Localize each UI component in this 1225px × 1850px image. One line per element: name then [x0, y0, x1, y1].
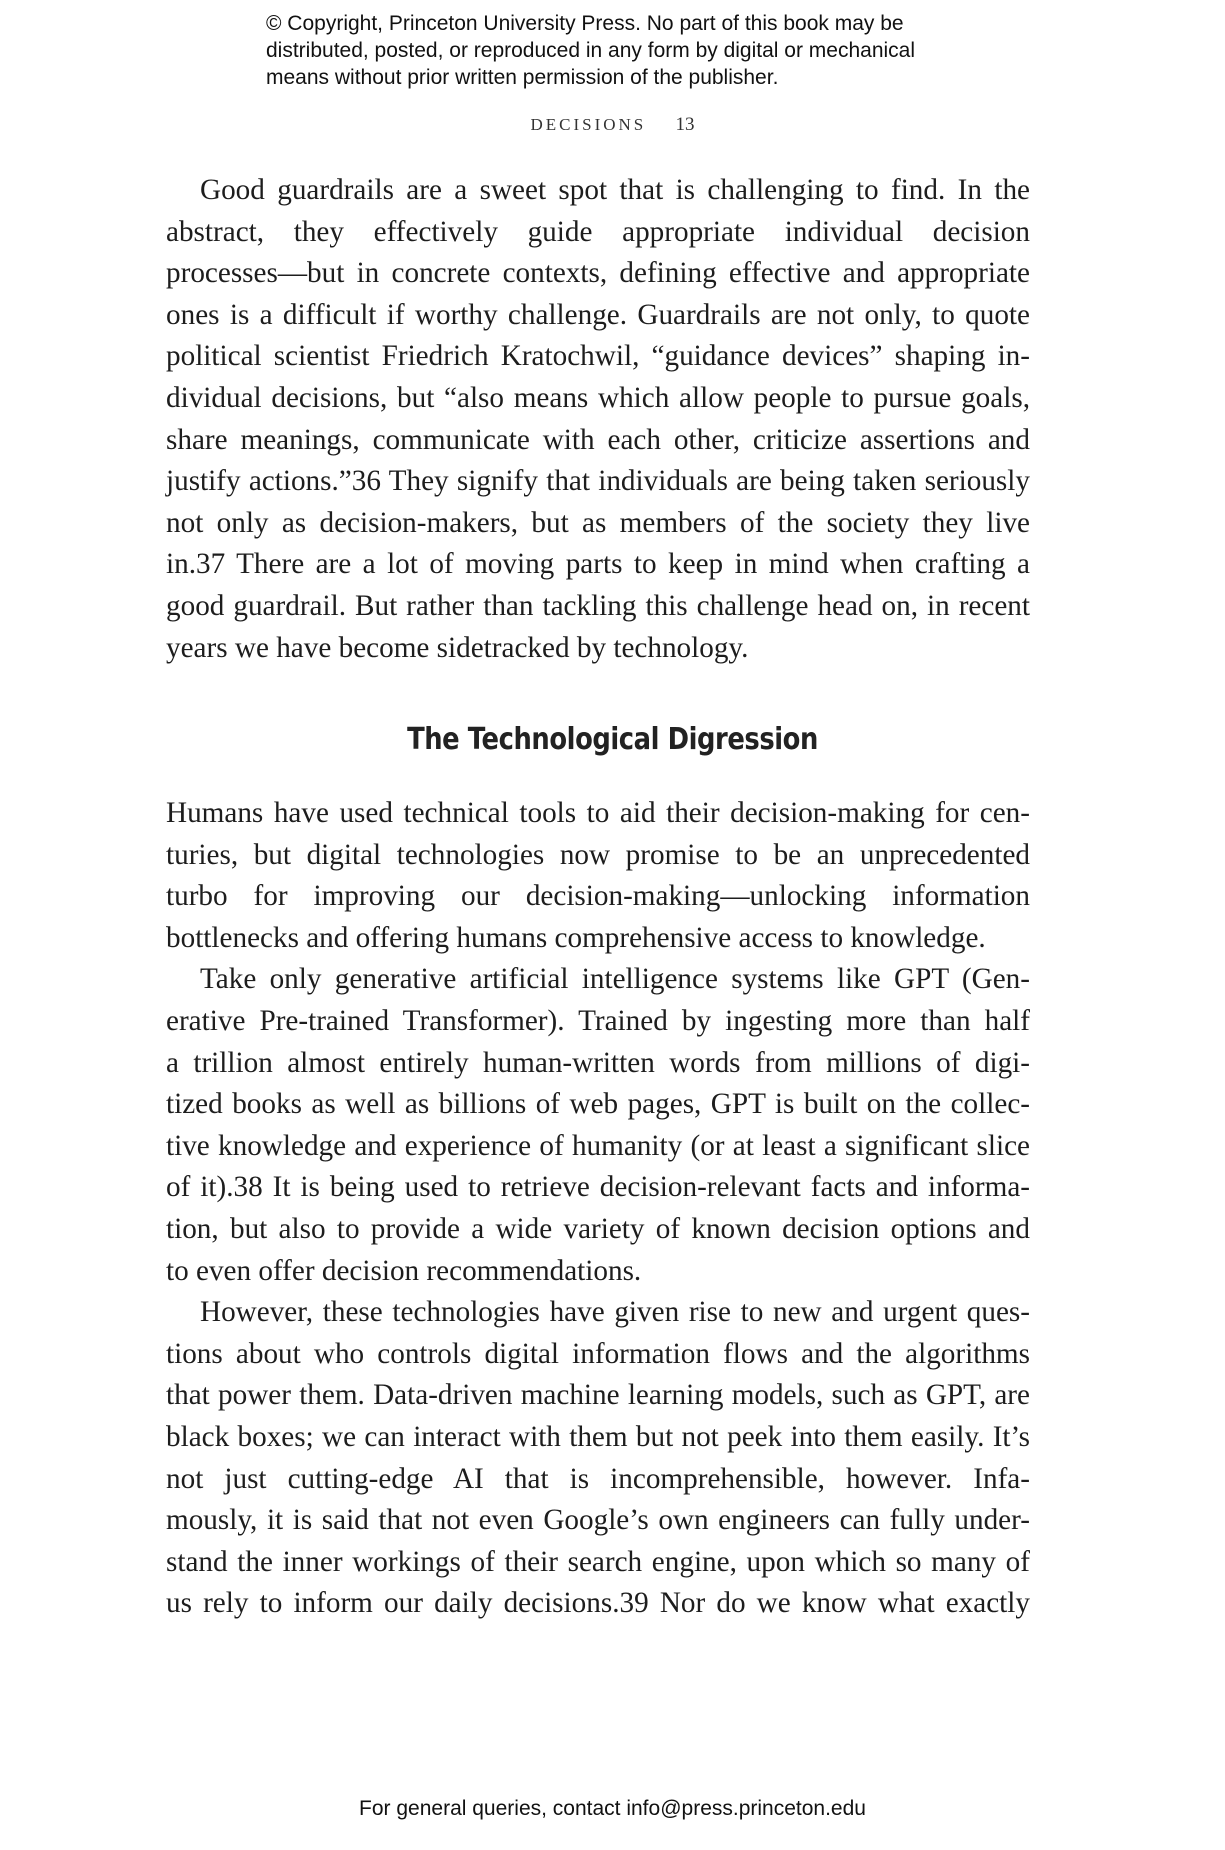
text-line: Good guardrails are a sweet spot that is challenging to find. In the [200, 174, 1030, 206]
section-heading: The Technological Digression [407, 722, 818, 757]
text-line: in.37 There are a lot of moving parts to keep in mind when crafting a [166, 548, 1030, 581]
text-line: justify actions.”36 They signify that individuals are being taken seriously [166, 465, 1030, 498]
text-line: processes—but in concrete contexts, defining effective and appropriate [166, 257, 1030, 290]
copyright-notice [266, 10, 1026, 91]
text-line: mously, it is said that not even Google’s own engineers can fully under- [166, 1504, 1030, 1537]
footer-contact: For general queries, contact info@press.princeton.edu [359, 1797, 866, 1820]
text-line: Take only generative artificial intelligence systems like GPT (Gen- [200, 963, 1030, 996]
copyright-line: means without prior written permission of the publisher. [266, 66, 779, 89]
text-line: good guardrail. But rather than tackling this challenge head on, in recent [166, 589, 1030, 622]
text-line: political scientist Friedrich Kratochwil, “guidance devices” shaping in- [166, 340, 1030, 373]
text-line: turies, but digital technologies now promise to be an unprecedented [166, 838, 1030, 871]
text-line: dividual decisions, but “also means which allow people to pursue goals, [166, 381, 1030, 414]
text-line: Humans have used technical tools to aid their decision-making for cen- [166, 797, 1030, 829]
paragraph [166, 959, 1030, 1292]
text-line: not just cutting-edge AI that is incomprehensible, however. Infa- [166, 1462, 1030, 1495]
page-number: 13 [675, 114, 695, 135]
text-line: to even offer decision recommendations. [166, 1254, 642, 1287]
text-line: abstract, they effectively guide appropriate individual decision [166, 215, 1030, 248]
text-line: share meanings, communicate with each other, criticize assertions and [166, 423, 1030, 456]
text-line: erative Pre-trained Transformer). Trained by ingesting more than half [166, 1004, 1030, 1037]
paragraph [166, 170, 1030, 669]
paragraph [166, 793, 1030, 959]
text-line: a trillion almost entirely human-written words from millions of digi- [166, 1046, 1030, 1079]
text-line: tized books as well as billions of web pages, GPT is built on the collec- [166, 1088, 1030, 1121]
text-line: tion, but also to provide a wide variety of known decision options and [166, 1212, 1030, 1245]
text-line: black boxes; we can interact with them but not peek into them easily. It’s [166, 1420, 1030, 1453]
copyright-line: distributed, posted, or reproduced in any form by digital or mechanical [266, 39, 916, 62]
text-line: that power them. Data-driven machine learning models, such as GPT, are [166, 1379, 1030, 1412]
text-line: However, these technologies have given rise to new and urgent ques- [200, 1296, 1030, 1329]
text-line: bottlenecks and offering humans comprehensive access to knowledge. [166, 921, 986, 954]
running-head [0, 114, 1225, 136]
text-line: not only as decision-makers, but as members of the society they live [166, 506, 1030, 539]
running-head-section: DECISIONS [530, 115, 647, 134]
text-line: ones is a difficult if worthy challenge. Guardrails are not only, to quote [166, 298, 1030, 331]
text-line: turbo for improving our decision-making—unlocking information [166, 880, 1030, 913]
paragraph [166, 1292, 1030, 1625]
text-line: of it).38 It is being used to retrieve decision-relevant facts and informa- [166, 1171, 1030, 1204]
text-line: stand the inner workings of their search engine, upon which so many of [166, 1545, 1030, 1578]
text-line: years we have become sidetracked by technology. [166, 631, 749, 664]
copyright-line: © Copyright, Princeton University Press. No part of this book may be [266, 12, 904, 35]
text-line: tive knowledge and experience of humanity (or at least a significant slice [166, 1129, 1030, 1162]
text-line: us rely to inform our daily decisions.39 Nor do we know what exactly [166, 1587, 1030, 1620]
text-line: tions about who controls digital information flows and the algorithms [166, 1337, 1030, 1370]
